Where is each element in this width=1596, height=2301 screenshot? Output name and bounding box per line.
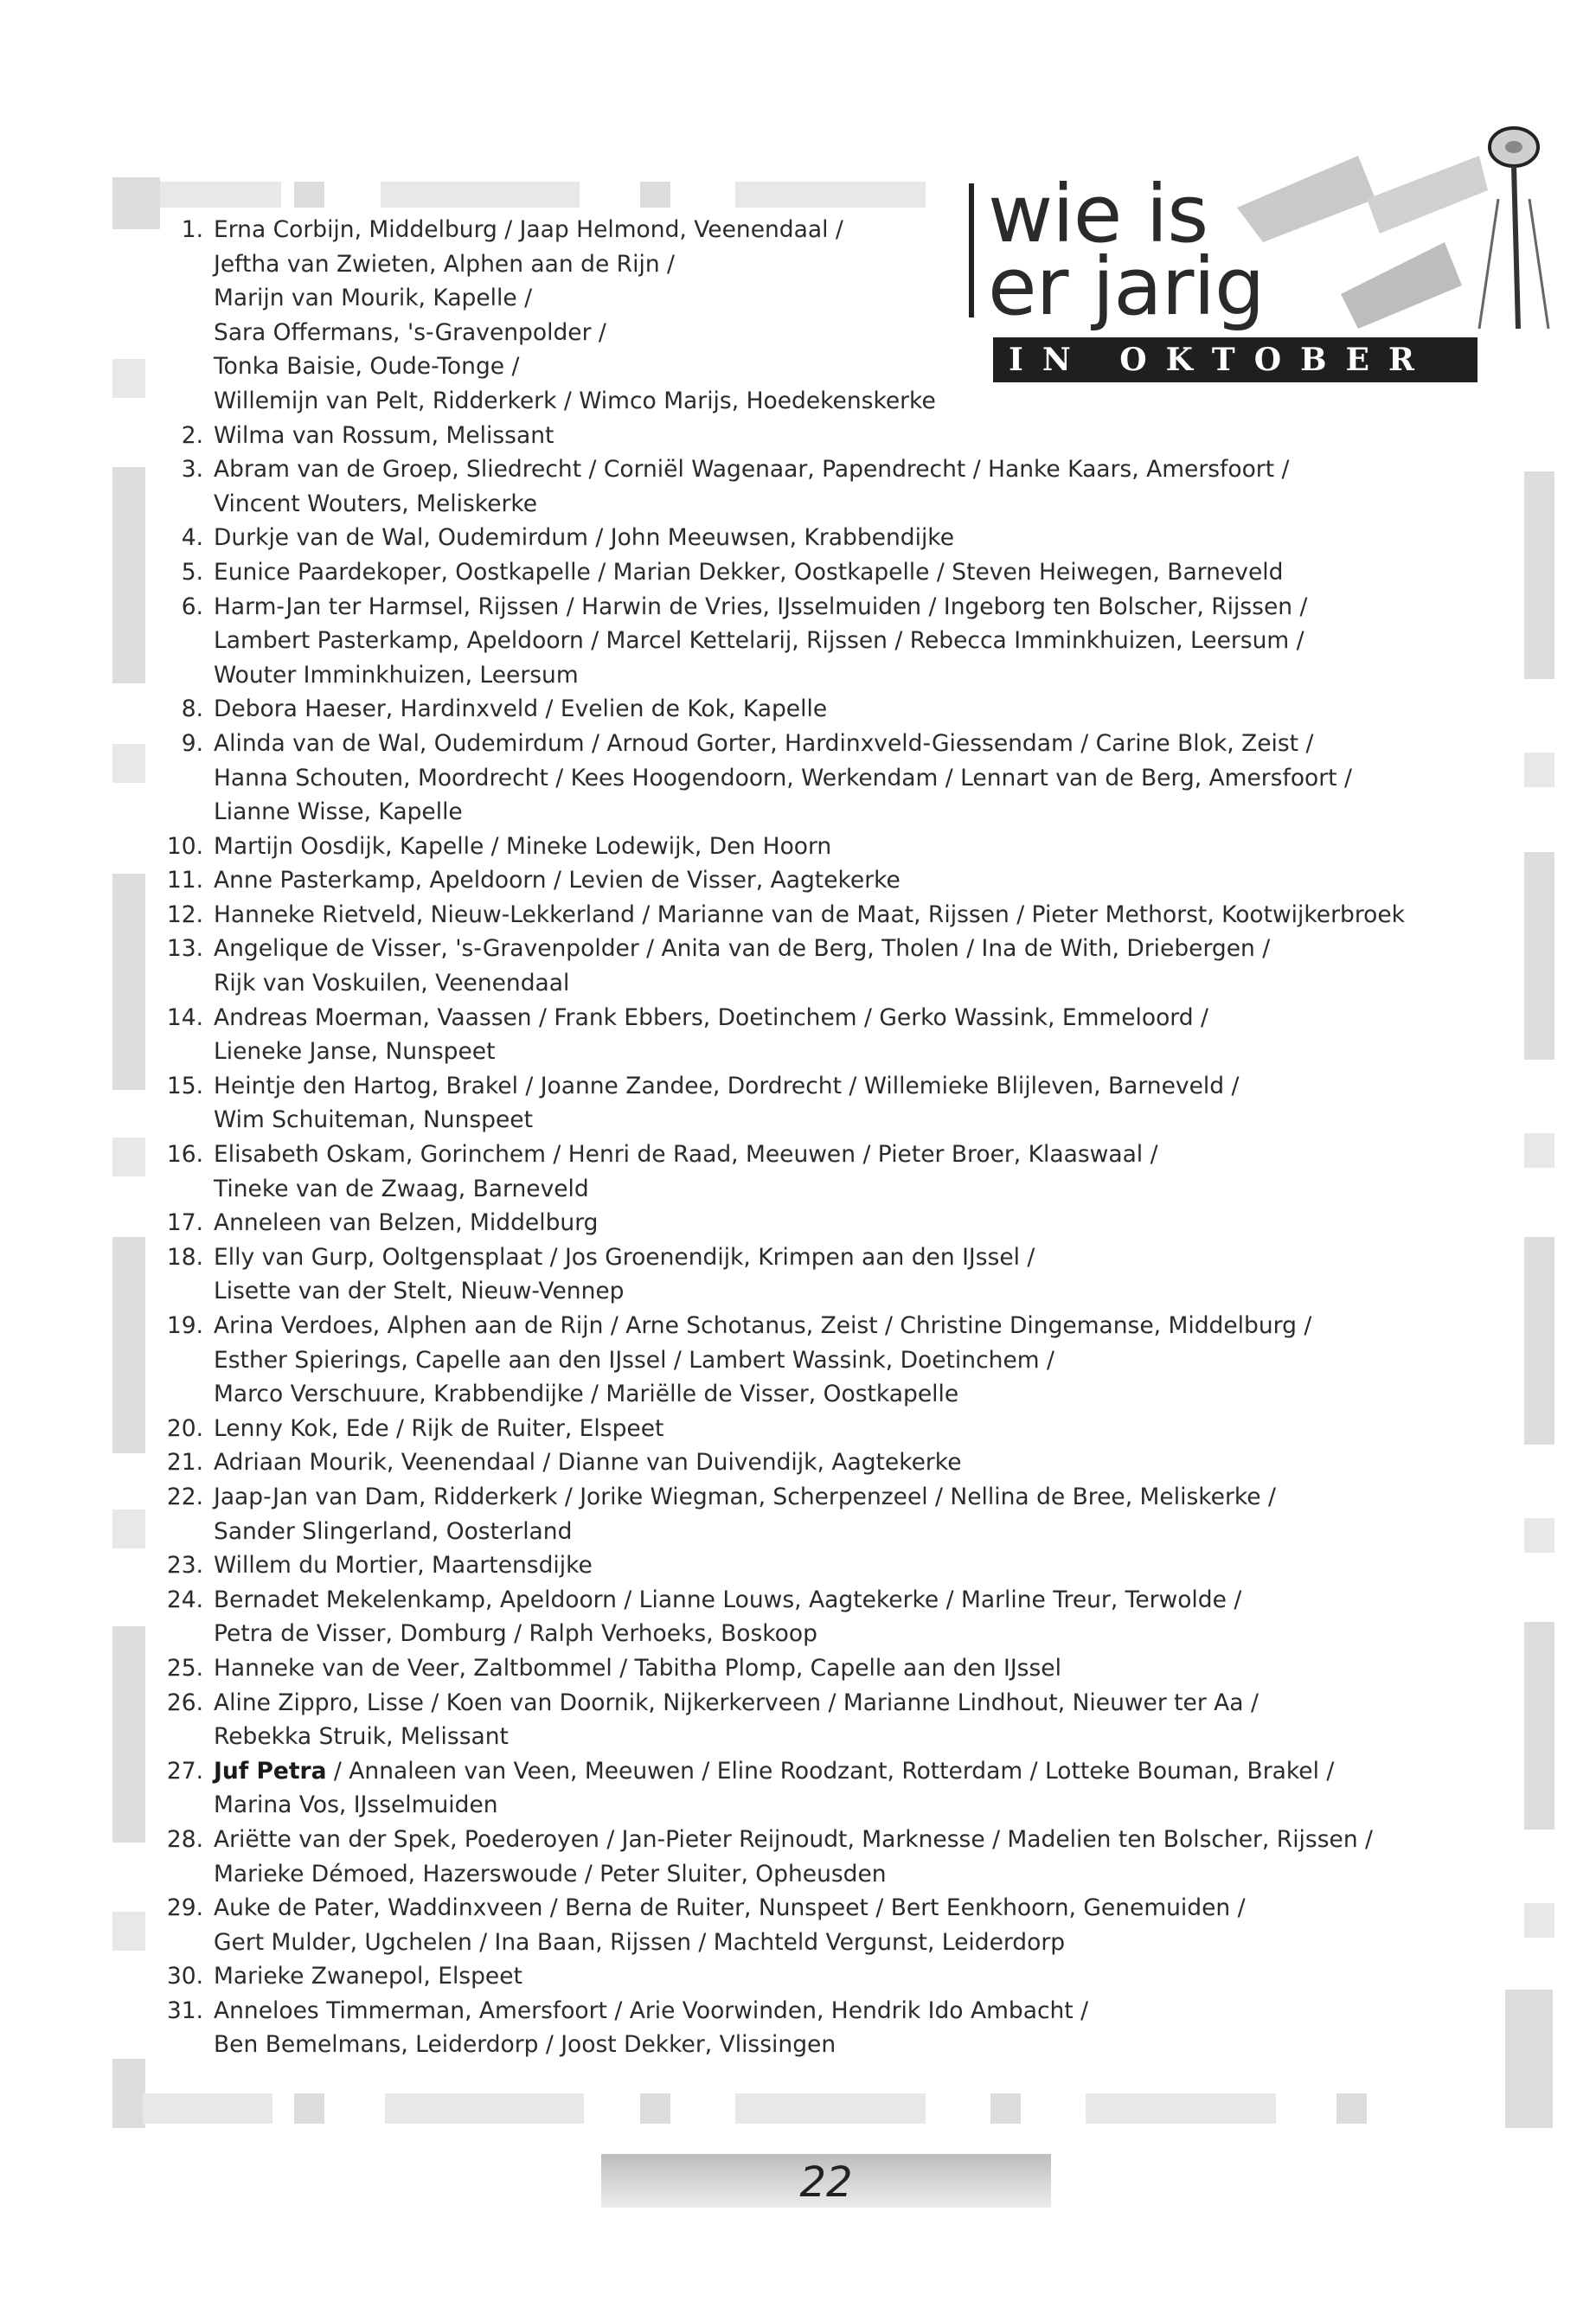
entry-names: Anneloes Timmerman, Amersfoort / Arie Voorwinden, Hendrik Ido Ambacht / Ben Bemelmans, Leiderdorp / Joost Dekker, Vlissingen <box>214 1997 1089 2059</box>
frame-block <box>640 2093 670 2124</box>
entry-names: Heintje den Hartog, Brakel / Joanne Zandee, Dordrecht / Willemieke Blijleven, Barneveld / Wim Schuiteman, Nunspeet <box>214 1072 1240 1134</box>
birthday-entry <box>143 1480 1492 1548</box>
frame-block <box>1086 2093 1276 2124</box>
frame-block <box>1524 852 1554 1060</box>
entry-names-rest: / Annaleen van Veen, Meeuwen / Eline Roodzant, Rotterdam / Lotteke Bouman, Brakel / Marina Vos, IJsselmuiden <box>214 1757 1335 1819</box>
entry-names: Auke de Pater, Waddinxveen / Berna de Ruiter, Nunspeet / Bert Eenkhoorn, Genemuiden / Gert Mulder, Ugchelen / Ina Baan, Rijssen / Machteld Vergunst, Leiderdorp <box>214 1894 1246 1956</box>
entry-day: 24. <box>166 1586 203 1613</box>
frame-block <box>1336 2093 1367 2124</box>
entry-day: 16. <box>166 1141 203 1169</box>
frame-block <box>112 1626 145 1843</box>
entry-highlight: Juf Petra <box>214 1757 327 1785</box>
frame-block <box>1524 1903 1554 1938</box>
entry-names: Marieke Zwanepol, Elspeet <box>214 1963 522 1990</box>
entry-names: Jaap-Jan van Dam, Ridderkerk / Jorike Wiegman, Scherpenzeel / Nellina de Bree, Meliskerke / Sander Slingerland, Oosterland <box>214 1483 1276 1545</box>
entry-names: Harm-Jan ter Harmsel, Rijssen / Harwin de Vries, IJsselmuiden / Ingeborg ten Bolscher, Rijssen / Lambert Pasterkamp, Apeldoorn / Marcel Kettelarij, Rijssen / Rebecca Imminkhuizen, Leersum / Wouter Imminkhuizen, Leersum <box>214 593 1308 689</box>
entry-names: Eunice Paardekoper, Oostkapelle / Marian Dekker, Oostkapelle / Steven Heiwegen, Barneveld <box>214 558 1284 586</box>
entry-names: Elly van Gurp, Ooltgensplaat / Jos Groenendijk, Krimpen aan den IJssel / Lisette van der Stelt, Nieuw-Vennep <box>214 1243 1035 1305</box>
frame-block <box>735 182 926 208</box>
birthday-entry <box>143 830 1492 864</box>
entry-day: 31. <box>166 1997 203 2024</box>
month-banner: IN OKTOBER <box>993 337 1477 382</box>
entry-names: Bernadet Mekelenkamp, Apeldoorn / Lianne Louws, Aagtekerke / Marline Treur, Terwolde / Petra de Visser, Domburg / Ralph Verhoeks, Boskoop <box>214 1586 1242 1648</box>
birthday-entry <box>143 1548 1492 1583</box>
entry-day: 28. <box>166 1825 203 1853</box>
frame-block <box>112 1138 145 1176</box>
frame-block <box>160 182 281 208</box>
birthday-entry <box>143 727 1492 830</box>
frame-block <box>112 744 145 783</box>
entry-names: Martijn Oosdijk, Kapelle / Mineke Lodewijk, Den Hoorn <box>214 832 832 860</box>
entry-day: 6. <box>181 593 203 620</box>
frame-block <box>143 2093 272 2124</box>
birthday-entry <box>143 898 1492 933</box>
frame-block <box>385 2093 584 2124</box>
frame-block <box>1524 1133 1554 1168</box>
entry-names: Willem du Mortier, Maartensdijke <box>214 1552 593 1580</box>
heading-line-2: er jarig <box>988 240 1265 333</box>
entry-day: 29. <box>166 1894 203 1922</box>
frame-block <box>294 2093 324 2124</box>
birthday-entry <box>143 1651 1492 1686</box>
birthday-entry <box>143 1206 1492 1240</box>
entry-day: 23. <box>166 1552 203 1580</box>
entry-day: 20. <box>166 1414 203 1442</box>
frame-block <box>112 359 145 398</box>
entry-names: Aline Zippro, Lisse / Koen van Doornik, Nijkerkerveen / Marianne Lindhout, Nieuwer ter Aa / Rebekka Struik, Melissant <box>214 1689 1259 1751</box>
entry-names: Abram van de Groep, Sliedrecht / Corniël Wagenaar, Papendrecht / Hanke Kaars, Amersfoort / Vincent Wouters, Meliskerke <box>214 456 1290 517</box>
entry-names: Arina Verdoes, Alphen aan de Rijn / Arne Schotanus, Zeist / Christine Dingemanse, Middelburg / Esther Spierings, Capelle aan den IJssel / Lambert Wassink, Doetinchem / Marco Verschuure, Krabbendijke / Mariëlle de Visser, Oostkapelle <box>214 1312 1312 1408</box>
birthday-entry <box>143 419 1492 453</box>
entry-day: 5. <box>181 558 203 586</box>
entry-day: 13. <box>166 935 203 963</box>
entry-names: Wilma van Rossum, Melissant <box>214 421 554 449</box>
birthday-entry <box>143 213 1492 419</box>
birthday-entry <box>143 1069 1492 1138</box>
frame-block <box>990 2093 1021 2124</box>
entry-names: Anneleen van Belzen, Middelburg <box>214 1209 599 1237</box>
entry-day: 21. <box>166 1449 203 1477</box>
page-number: 22 <box>799 2158 853 2207</box>
frame-block <box>1524 1237 1554 1445</box>
entry-names: Adriaan Mourik, Veenendaal / Dianne van Duivendijk, Aagtekerke <box>214 1449 962 1477</box>
entry-day: 26. <box>166 1689 203 1716</box>
entry-names: Debora Haeser, Hardinxveld / Evelien de Kok, Kapelle <box>214 695 828 723</box>
frame-block <box>1524 1518 1554 1553</box>
entry-names: Lenny Kok, Ede / Rijk de Ruiter, Elspeet <box>214 1414 664 1442</box>
frame-block <box>381 182 580 208</box>
frame-block <box>640 182 670 208</box>
frame-block <box>294 182 324 208</box>
birthday-entry <box>143 1959 1492 1994</box>
birthday-entry <box>143 452 1492 521</box>
frame-block <box>112 1912 145 1951</box>
entry-names: Durkje van de Wal, Oudemirdum / John Meeuwsen, Krabbendijke <box>214 524 955 552</box>
heading-line-1: wie is <box>988 168 1208 260</box>
birthday-entry <box>143 1754 1492 1823</box>
entry-names: Ariëtte van der Spek, Poederoyen / Jan-Pieter Reijnoudt, Marknesse / Madelien ten Bolscher, Rijssen / Marieke Démoed, Hazerswoude / Peter Sluiter, Opheusden <box>214 1825 1373 1888</box>
birthday-entry <box>143 555 1492 590</box>
entry-day: 1. <box>181 216 203 243</box>
entry-day: 3. <box>181 456 203 484</box>
frame-block <box>112 874 145 1090</box>
entry-day: 9. <box>181 729 203 757</box>
entry-day: 30. <box>166 1963 203 1990</box>
entry-names: Elisabeth Oskam, Gorinchem / Henri de Raad, Meeuwen / Pieter Broer, Klaaswaal / Tineke van de Zwaag, Barneveld <box>214 1141 1158 1202</box>
entry-names: Anne Pasterkamp, Apeldoorn / Levien de Visser, Aagtekerke <box>214 867 901 894</box>
entry-day: 25. <box>166 1654 203 1682</box>
frame-block <box>112 2059 145 2128</box>
frame-block <box>1505 1990 1553 2128</box>
birthday-entry <box>143 1583 1492 1651</box>
entry-day: 4. <box>181 524 203 552</box>
birthday-entry <box>143 1686 1492 1754</box>
birthday-entry <box>143 1309 1492 1412</box>
entry-day: 15. <box>166 1072 203 1099</box>
frame-block <box>112 467 145 683</box>
entry-names: Hanneke van de Veer, Zaltbommel / Tabitha Plomp, Capelle aan den IJssel <box>214 1654 1061 1682</box>
birthday-entry <box>143 1412 1492 1446</box>
birthday-entry <box>143 932 1492 1000</box>
entry-day: 11. <box>166 867 203 894</box>
entry-day: 18. <box>166 1243 203 1271</box>
entry-day: 2. <box>181 421 203 449</box>
birthday-entry <box>143 692 1492 727</box>
birthday-entry <box>143 1994 1492 2062</box>
frame-block <box>1524 1622 1554 1830</box>
frame-block <box>112 1237 145 1453</box>
entry-names: Angelique de Visser, 's-Gravenpolder / Anita van de Berg, Tholen / Ina de With, Driebergen / Rijk van Voskuilen, Veenendaal <box>214 935 1271 997</box>
entry-day: 27. <box>166 1757 203 1785</box>
frame-block <box>1524 471 1554 679</box>
birthday-entry <box>143 1240 1492 1309</box>
frame-block <box>112 1509 145 1548</box>
entry-day: 19. <box>166 1312 203 1339</box>
birthday-entry <box>143 863 1492 898</box>
birthday-entry <box>143 1823 1492 1891</box>
birthday-entry <box>143 1445 1492 1480</box>
frame-block <box>735 2093 926 2124</box>
birthday-entry <box>143 521 1492 555</box>
entry-day: 8. <box>181 695 203 723</box>
entry-names: Alinda van de Wal, Oudemirdum / Arnoud Gorter, Hardinxveld-Giessendam / Carine Blok, Zeist / Hanna Schouten, Moordrecht / Kees Hoogendoorn, Werkendam / Lennart van de Berg, Amersfoort / Lianne Wisse, Kapelle <box>214 729 1352 826</box>
entry-day: 10. <box>166 832 203 860</box>
frame-block <box>1524 753 1554 787</box>
birthday-entry <box>143 590 1492 693</box>
birthday-list <box>143 213 1492 2062</box>
entry-names: Hanneke Rietveld, Nieuw-Lekkerland / Marianne van de Maat, Rijssen / Pieter Methorst, Kootwijkerbroek <box>214 901 1406 928</box>
entry-day: 17. <box>166 1209 203 1237</box>
entry-day: 12. <box>166 901 203 928</box>
birthday-entry <box>143 1891 1492 1959</box>
birthday-entry <box>143 1138 1492 1206</box>
entry-names <box>214 1754 1492 1823</box>
entry-day: 14. <box>166 1003 203 1031</box>
entry-names: Andreas Moerman, Vaassen / Frank Ebbers, Doetinchem / Gerko Wassink, Emmeloord / Lieneke Janse, Nunspeet <box>214 1003 1208 1066</box>
entry-day: 22. <box>166 1483 203 1510</box>
birthday-entry <box>143 1001 1492 1069</box>
entry-names: Erna Corbijn, Middelburg / Jaap Helmond, Veenendaal / Jeftha van Zwieten, Alphen aan de Rijn / Marijn van Mourik, Kapelle / Sara Offermans, 's-Gravenpolder / Tonka Baisie, Oude-Tonge / Willemijn van Pelt, Ridderkerk / Wimco Marijs, Hoedekenskerke <box>214 216 936 414</box>
